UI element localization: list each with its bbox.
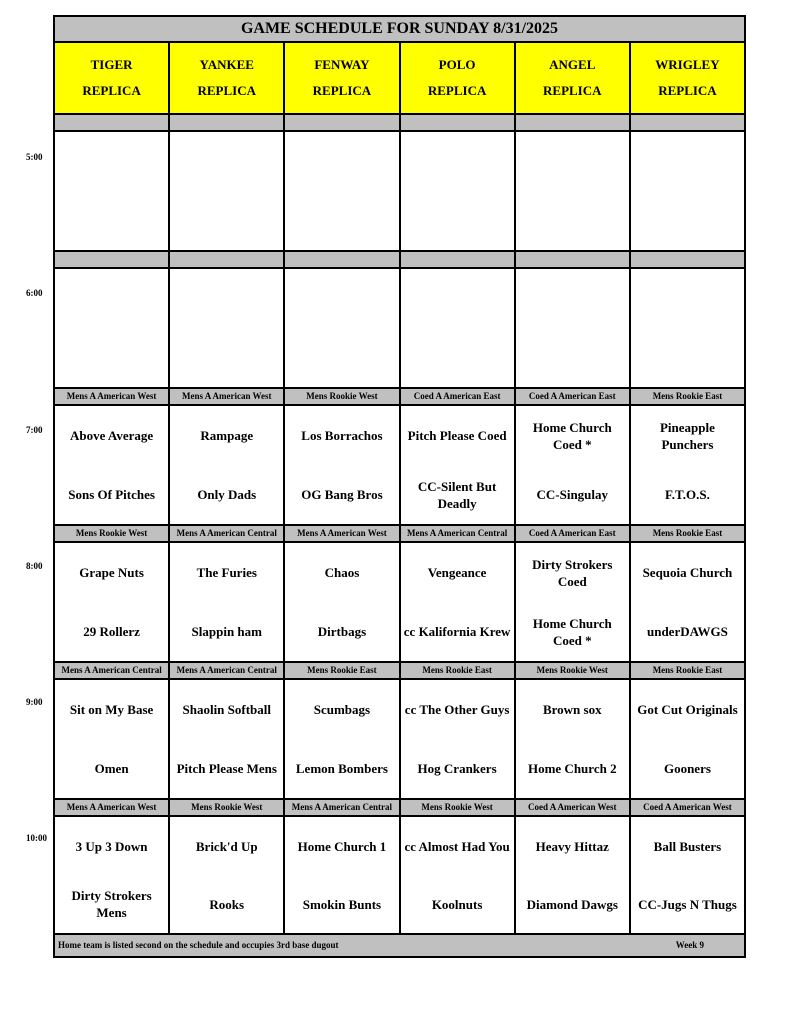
time-slots	[55, 115, 744, 935]
week-label: Week 9	[675, 940, 704, 950]
game-cell	[631, 817, 744, 933]
home-team: Dirty Strokers Mens	[71, 888, 152, 920]
away-team: Scumbags	[313, 702, 371, 717]
game-cell	[401, 269, 516, 387]
away-team	[55, 269, 168, 328]
league-label: Mens A American West	[55, 800, 170, 815]
away-team: Heavy Hittaz	[535, 838, 609, 854]
home-team: Only Dads	[197, 487, 257, 502]
home-team	[285, 328, 398, 387]
game-cell	[170, 817, 285, 933]
home-team	[55, 328, 168, 387]
league-label	[55, 252, 170, 267]
league-label	[55, 115, 170, 130]
league-label: Mens Rookie East	[285, 663, 400, 678]
home-team: OG Bang Bros	[301, 487, 383, 502]
home-team: underDAWGS	[646, 624, 728, 639]
field-header	[55, 43, 170, 113]
away-team: Rampage	[200, 428, 254, 443]
game-cell	[170, 680, 285, 798]
game-cell	[285, 132, 400, 250]
home-team	[285, 191, 398, 250]
away-team	[170, 269, 283, 328]
game-cell	[285, 269, 400, 387]
league-label	[170, 252, 285, 267]
game-cell	[285, 543, 400, 661]
home-team: Hog Crankers	[417, 761, 497, 776]
league-label: Coed A American West	[516, 800, 631, 815]
home-team: CC-Silent But Deadly	[417, 478, 497, 511]
home-team-note: Home team is listed second on the schedule and occupies 3rd base dugout	[58, 940, 339, 950]
league-label: Mens Rookie West	[516, 663, 631, 678]
home-team: Omen	[94, 761, 129, 776]
away-team: cc The Other Guys	[404, 702, 510, 717]
field-name: WRIGLEY	[655, 57, 720, 72]
away-team: Ball Busters	[653, 838, 722, 854]
home-team	[516, 328, 629, 387]
league-label	[516, 252, 631, 267]
league-label: Mens Rookie West	[285, 389, 400, 404]
away-team: Shaolin Softball	[182, 702, 272, 717]
field-name: TIGER	[90, 57, 133, 72]
league-row	[55, 526, 744, 543]
home-team	[170, 191, 283, 250]
league-label: Mens A American West	[55, 389, 170, 404]
field-sub: REPLICA	[82, 83, 141, 98]
game-cell	[631, 680, 744, 798]
game-cell	[516, 132, 631, 250]
away-team: Brick'd Up	[195, 838, 258, 854]
away-team	[401, 269, 514, 328]
away-team: Got Cut Originals	[637, 702, 738, 717]
away-team	[285, 269, 398, 328]
game-row	[55, 269, 744, 389]
field-header	[631, 43, 744, 113]
field-header	[516, 43, 631, 113]
home-team: Gooners	[663, 761, 711, 776]
home-team	[401, 328, 514, 387]
league-label	[516, 115, 631, 130]
game-cell	[170, 132, 285, 250]
away-team: cc Almost Had You	[404, 838, 510, 854]
away-team	[631, 269, 744, 328]
away-team	[516, 269, 629, 328]
home-team	[55, 191, 168, 250]
home-team: cc Kalifornia Krew	[403, 624, 511, 639]
game-row	[55, 132, 744, 252]
league-label: Mens Rookie East	[652, 391, 723, 401]
game-cell	[170, 269, 285, 387]
league-label: Coed A American East	[401, 389, 516, 404]
home-team: Rooks	[209, 896, 245, 912]
league-row	[55, 115, 744, 132]
home-team: Home Church 2	[527, 761, 617, 776]
home-team: Dirtbags	[317, 624, 367, 639]
time-label: 6:00	[26, 288, 43, 298]
time-label: 9:00	[26, 697, 43, 707]
field-sub: REPLICA	[658, 83, 717, 98]
home-team	[516, 191, 629, 250]
game-cell	[631, 269, 744, 387]
league-row	[55, 663, 744, 680]
league-label: Mens Rookie West	[55, 526, 170, 541]
game-cell	[631, 132, 744, 250]
away-team: Grape Nuts	[79, 565, 144, 580]
game-cell	[516, 817, 631, 933]
league-label: Mens A American West	[285, 526, 400, 541]
league-row	[55, 800, 744, 817]
game-cell	[516, 543, 631, 661]
field-name: POLO	[438, 57, 476, 72]
league-label: Mens A American Central	[285, 800, 400, 815]
field-sub: REPLICA	[197, 83, 257, 98]
field-sub: REPLICA	[427, 83, 487, 98]
home-team: Sons Of Pitches	[68, 487, 155, 502]
game-cell	[55, 817, 170, 933]
league-label: Mens Rookie East	[652, 665, 723, 675]
away-team: Pineapple Punchers	[659, 419, 715, 452]
field-name: ANGEL	[549, 57, 596, 72]
game-cell	[55, 680, 170, 798]
home-team	[631, 191, 744, 250]
home-team	[170, 328, 283, 387]
game-cell	[170, 543, 285, 661]
footer	[55, 935, 744, 956]
game-row	[55, 817, 744, 935]
game-cell	[516, 406, 631, 524]
league-label: Coed A American East	[516, 526, 631, 541]
away-team: Chaos	[324, 565, 360, 580]
home-team: CC-Singulay	[536, 487, 609, 502]
game-cell	[55, 269, 170, 387]
away-team: Pitch Please Coed	[407, 428, 507, 443]
league-label: Mens A American Central	[170, 526, 285, 541]
home-team: Slappin ham	[191, 624, 262, 639]
away-team: Home Church Coed *	[532, 419, 612, 452]
game-cell	[285, 680, 400, 798]
game-cell	[631, 406, 744, 524]
time-label: 5:00	[26, 152, 43, 162]
away-team	[55, 132, 168, 191]
time-label: 8:00	[26, 561, 43, 571]
league-label	[170, 115, 285, 130]
game-row	[55, 680, 744, 800]
league-label	[285, 252, 400, 267]
league-label: Mens A American Central	[401, 526, 516, 541]
away-team: Sequoia Church	[642, 565, 733, 580]
away-team: Brown sox	[542, 702, 602, 717]
league-row	[55, 389, 744, 406]
game-row	[55, 543, 744, 663]
league-label: Mens A American Central	[170, 663, 285, 678]
time-label: 7:00	[26, 425, 43, 435]
home-team	[631, 328, 744, 387]
home-team	[401, 191, 514, 250]
game-cell	[631, 543, 744, 661]
time-label: 10:00	[26, 833, 47, 843]
league-label: Mens A American Central	[55, 663, 170, 678]
home-team: Home Church Coed *	[532, 615, 612, 648]
away-team	[631, 132, 744, 191]
league-label: Mens Rookie East	[652, 528, 723, 538]
field-sub: REPLICA	[312, 83, 372, 98]
away-team: Home Church 1	[297, 838, 387, 854]
away-team	[170, 132, 283, 191]
league-row	[55, 252, 744, 269]
league-label: Mens Rookie East	[401, 663, 516, 678]
away-team	[285, 132, 398, 191]
home-team: Lemon Bombers	[295, 761, 388, 776]
field-sub: REPLICA	[543, 83, 602, 98]
game-cell	[401, 543, 516, 661]
away-team: Sit on My Base	[69, 702, 154, 717]
league-label: Mens Rookie West	[170, 800, 285, 815]
game-cell	[285, 817, 400, 933]
league-label	[285, 115, 400, 130]
away-team	[401, 132, 514, 191]
game-cell	[401, 680, 516, 798]
game-cell	[401, 406, 516, 524]
away-team	[516, 132, 629, 191]
field-header	[285, 43, 400, 113]
field-header	[170, 43, 285, 113]
game-row	[55, 406, 744, 526]
field-name: YANKEE	[199, 57, 254, 72]
home-team: 29 Rollerz	[83, 624, 140, 639]
away-team: Above Average	[70, 428, 154, 443]
league-label: Mens Rookie West	[401, 800, 516, 815]
game-cell	[401, 817, 516, 933]
game-cell	[55, 406, 170, 524]
schedule-table	[53, 15, 746, 958]
league-label	[401, 115, 516, 130]
away-team: The Furies	[196, 565, 257, 580]
game-cell	[170, 406, 285, 524]
league-label: Coed A American East	[516, 389, 631, 404]
away-team: Los Borrachos	[301, 428, 383, 443]
league-label	[631, 252, 744, 267]
away-team: Dirty Strokers Coed	[532, 556, 613, 589]
game-cell	[285, 406, 400, 524]
game-cell	[516, 269, 631, 387]
game-cell	[55, 543, 170, 661]
home-team: Koolnuts	[431, 896, 483, 912]
field-header	[401, 43, 516, 113]
home-team: Diamond Dawgs	[526, 896, 618, 912]
league-label: Coed A American West	[643, 802, 732, 812]
home-team: Pitch Please Mens	[176, 761, 277, 776]
field-name: FENWAY	[314, 57, 370, 72]
page-title: GAME SCHEDULE FOR SUNDAY 8/31/2025	[55, 17, 744, 43]
home-team: F.T.O.S.	[665, 487, 710, 502]
game-cell	[55, 132, 170, 250]
league-label: Mens A American West	[170, 389, 285, 404]
game-cell	[401, 132, 516, 250]
league-label	[631, 115, 744, 130]
game-cell	[516, 680, 631, 798]
home-team: CC-Jugs N Thugs	[638, 896, 737, 912]
league-label	[401, 252, 516, 267]
away-team: Vengeance	[427, 565, 487, 580]
field-header-row	[55, 43, 744, 115]
home-team: Smokin Bunts	[302, 896, 382, 912]
away-team: 3 Up 3 Down	[75, 838, 148, 854]
